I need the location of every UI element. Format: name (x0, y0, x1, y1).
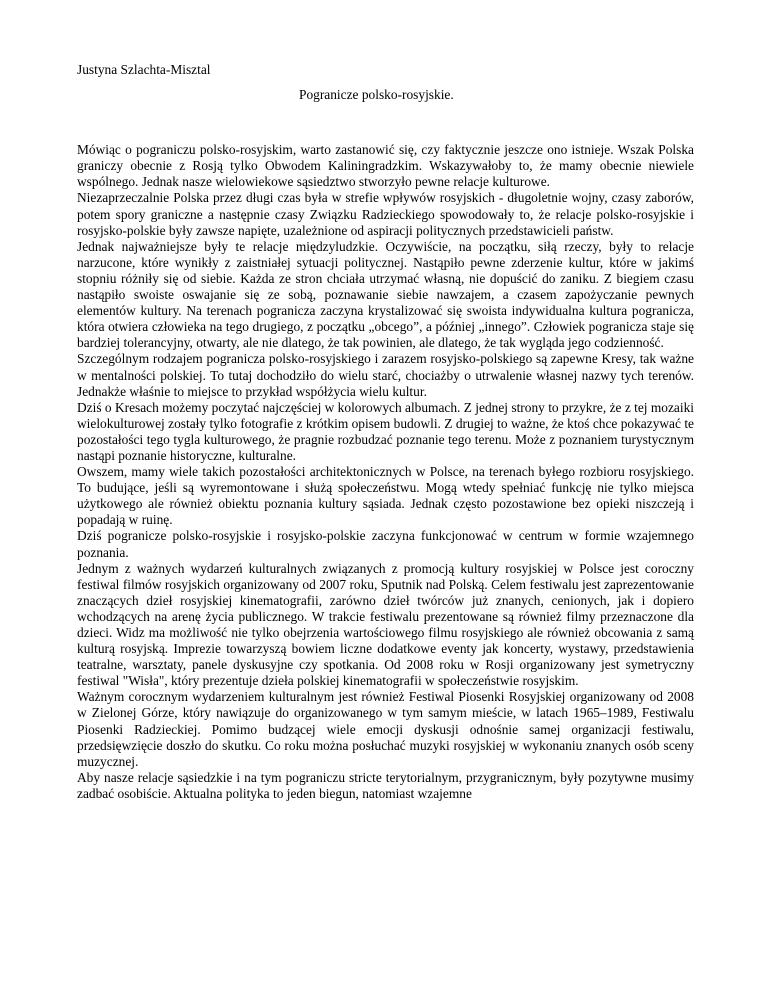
author-name: Justyna Szlachta-Misztal (77, 62, 211, 77)
paragraph: Mówiąc o pograniczu polsko-rosyjskim, warto zastanowić się, czy faktycznie jeszcze ono istnieje. Wszak Polska graniczy obecnie z Rosją tylko Obwodem Kaliningradzkim. Wskazywałoby to, że mamy obecnie niewiele wspólnego. Jednak nasze wielowiekowe sąsiedztwo stworzyło pewne relacje kulturowe. (77, 142, 694, 190)
paragraph: Jednak najważniejsze były te relacje międzyludzkie. Oczywiście, na początku, siłą rzeczy, były to relacje narzucone, które wynikły z zaistniałej sytuacji politycznej. Nastąpiło pewne zderzenie kultur, które w jakimś stopniu różniły się od siebie. Każda ze stron chciała utrzymać własną, nie dopuścić do zaniku. Z biegiem czasu nastąpiło swoiste oswajanie się ze sobą, poznawanie siebie nawzajem, a czasem zapożyczanie pewnych elementów kultury. Na terenach pogranicza zaczyna krystalizować się swoista indywidualna kultura pogranicza, która otwiera człowieka na tego drugiego, z początku „obcego”, a później „innego”. Człowiek pogranicza staje się bardziej tolerancyjny, otwarty, ale nie dlatego, że tak powinien, ale dlatego, że tak wygląda jego codzienność. (77, 238, 694, 351)
paragraph: Niezaprzeczalnie Polska przez długi czas była w strefie wpływów rosyjskich - długoletnie wojny, czasy zaborów, potem spory graniczne a następnie czasy Związku Radzieckiego spowodowały to, że relacje polsko-rosyjskie i rosyjsko-polskie były zawsze napięte, uzależnione od aspiracji politycznych przedstawicieli państw. (77, 190, 694, 238)
paragraph: Dziś pogranicze polsko-rosyjskie i rosyjsko-polskie zaczyna funkcjonować w centrum w formie wzajemnego poznania. (77, 528, 694, 560)
paragraph: Aby nasze relacje sąsiedzkie i na tym pograniczu stricte terytorialnym, przygranicznym, były pozytywne musimy zadbać osobiście. Aktualna polityka to jeden biegun, natomiast wzajemne (77, 769, 694, 801)
document-page (77, 62, 694, 802)
paragraph: Szczególnym rodzajem pogranicza polsko-rosyjskiego i zarazem rosyjsko-polskiego są zapewne Kresy, tak ważne w mentalności polskiej. To tutaj dochodziło do wielu starć, chociażby o utrwalenie własnej nazwy tych terenów. Jednakże właśnie to miejsce to przykład współżycia wielu kultur. (77, 351, 694, 399)
paragraph: Dziś o Kresach możemy poczytać najczęściej w kolorowych albumach. Z jednej strony to przykre, że z tej mozaiki wielokulturowej zostały tylko fotografie z krótkim opisem budowli. Z drugiej to ważne, że ktoś chce pokazywać te pozostałości tego tygla kulturowego, że pragnie rozbudzać poznanie tego terenu. Może z poznaniem turystycznym nastąpi poznanie historyczne, kulturalne. (77, 399, 694, 463)
paragraph: Owszem, mamy wiele takich pozostałości architektonicznych w Polsce, na terenach byłego rozbioru rosyjskiego. To budujące, jeśli są wyremontowane i służą społeczeństwu. Mogą wtedy spełniać funkcję nie tylko miejsca użytkowego ale również obiektu poznania kultury sąsiada. Jednak często pozostawione bez opieki niszczeją i popadają w ruinę. (77, 464, 694, 528)
document-title: Pogranicze polsko-rosyjskie. (299, 87, 454, 103)
paragraph: Ważnym corocznym wydarzeniem kulturalnym jest również Festiwal Piosenki Rosyjskiej organizowany od 2008 w Zielonej Górze, który nawiązuje do organizowanego w tym samym mieście, w latach 1965–1989, Festiwalu Piosenki Radzieckiej. Pomimo budzącej wiele emocji dyskusji odnośnie samej organizacji festiwalu, przedsięwzięcie doszło do skutku. Co roku można posłuchać muzyki rosyjskiej w wykonaniu znanych osób sceny muzycznej. (77, 689, 694, 769)
document-body (77, 142, 694, 802)
paragraph: Jednym z ważnych wydarzeń kulturalnych związanych z promocją kultury rosyjskiej w Polsce jest coroczny festiwal filmów rosyjskich organizowany od 2007 roku, Sputnik nad Polską. Celem festiwalu jest zaprezentowanie znaczących dzieł rosyjskiej kinematografii, zarówno dzieł twórców już znanych, cenionych, jak i dopiero wchodzących na arenę życia publicznego. W trakcie festiwalu prezentowane są również filmy przeznaczone dla dzieci. Widz ma możliwość nie tylko obejrzenia wartościowego filmu rosyjskiego ale również obcowania z samą kulturą rosyjską. Imprezie towarzyszą bowiem liczne dodatkowe eventy jak koncerty, wystawy, przedstawienia teatralne, warsztaty, panele dyskusyjne czy spotkania. Od 2008 roku w Rosji organizowany jest symetryczny festiwal "Wisła", który prezentuje dzieła polskiej kinematografii w społeczeństwie rosyjskim. (77, 560, 694, 689)
